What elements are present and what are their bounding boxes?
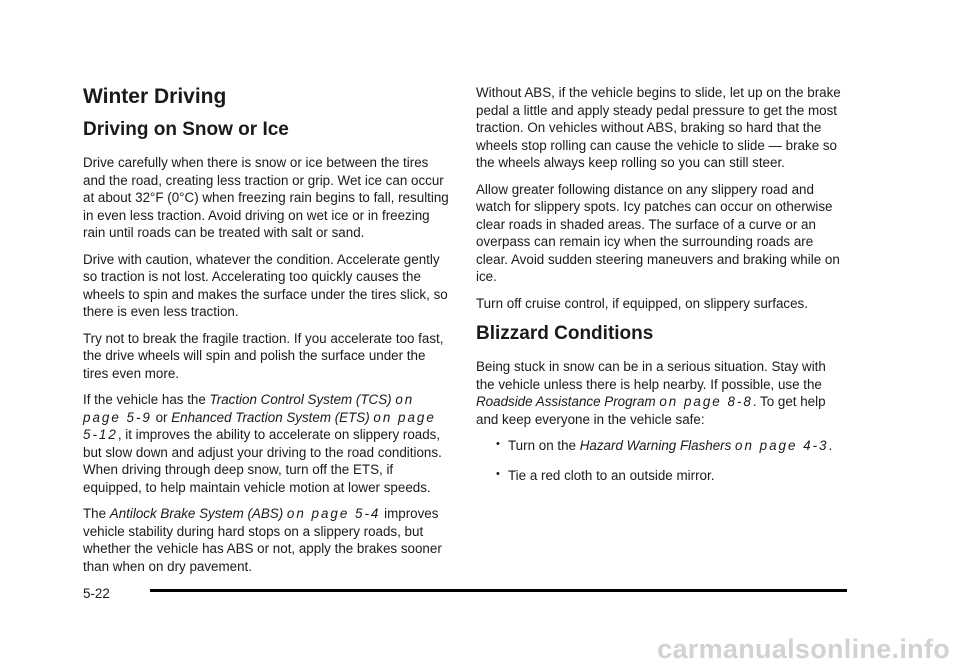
- text: Tie a red cloth to an outside mirror.: [508, 467, 715, 483]
- right-column: [476, 84, 848, 496]
- paragraph-abs: [83, 505, 453, 575]
- text: .: [828, 438, 833, 453]
- section-heading-snow-ice: Driving on Snow or Ice: [83, 119, 289, 140]
- text: Turn on the: [508, 438, 580, 453]
- text: Being stuck in snow can be in a serious situation. Stay with the vehicle unless there is help nearby. If possible, use the: [476, 359, 826, 392]
- text: The: [83, 506, 110, 521]
- left-column: [83, 84, 453, 584]
- text: , it improves the ability to accelerate on slippery roads, but slow down and adjust your driving to the road conditions. When driving through deep snow, turn off the ETS, if equipped, to help maintain vehicle motion at lower speeds.: [83, 427, 442, 495]
- bullet-icon: •: [496, 438, 500, 450]
- paragraph: Turn off cruise control, if equipped, on slippery surfaces.: [476, 295, 808, 311]
- bullet-list: [476, 437, 848, 484]
- paragraph: Drive carefully when there is snow or ice between the tires and the road, creating less traction or grip. Wet ice can occur at about 32°F (0°C) when freezing rain begins to fall, resulting in even less traction. Avoid driving on wet ice or in freezing rain until roads can be treated with salt or sand.: [83, 155, 449, 240]
- page-reference-link[interactable]: on page 4‑3: [735, 438, 829, 453]
- text: . To get help and keep everyone in the vehicle safe:: [476, 394, 826, 427]
- paragraph: Drive with caution, whatever the condition. Accelerate gently so traction is not lost. Accelerating too quickly causes the wheels to spin and makes the surface under the tires slick, so there is even less traction.: [83, 251, 448, 319]
- section-heading-blizzard: Blizzard Conditions: [476, 323, 654, 344]
- list-item: [496, 467, 848, 485]
- page-title: Winter Driving: [83, 85, 227, 108]
- text: If the vehicle has the: [83, 392, 210, 407]
- page-number: 5-22: [83, 586, 110, 601]
- footer-divider: [150, 589, 847, 592]
- text: or: [151, 409, 172, 425]
- paragraph: Allow greater following distance on any slippery road and watch for slippery spots. Icy patches can occur on otherwise clear roads in shaded areas. The surface of a curve or an overpass can remain icy when the surrounding roads are clear. Avoid sudden steering maneuvers and braking while on ice.: [476, 181, 840, 284]
- bullet-icon: •: [496, 467, 500, 480]
- watermark: carmanualsonline.info: [657, 634, 950, 664]
- paragraph: Try not to break the fragile traction. If you accelerate too fast, the drive wheels will spin and polish the surface under the tires even more.: [83, 330, 444, 381]
- cross-reference-link[interactable]: Roadside Assistance Program: [476, 394, 660, 409]
- paragraph: Without ABS, if the vehicle begins to slide, let up on the brake pedal a little and apply steady pedal pressure to get the most traction. On vehicles without ABS, braking so hard that the wheels stop rolling can cause the vehicle to slide — brake so the wheels always keep rolling so you can still steer.: [476, 85, 841, 170]
- text: improves vehicle stability during hard stops on a slippery roads, but whether the vehicle has ABS or not, apply the brakes sooner than when on dry pavement.: [83, 506, 442, 574]
- paragraph-blizzard: [476, 358, 848, 428]
- list-item: [496, 437, 848, 455]
- cross-reference-link[interactable]: Hazard Warning Flashers: [579, 438, 736, 453]
- paragraph-tcs: [83, 391, 453, 496]
- page-reference-link[interactable]: on page 5‑4: [286, 506, 381, 521]
- cross-reference-link[interactable]: Antilock Brake System (ABS): [109, 506, 287, 521]
- cross-reference-link[interactable]: Enhanced Traction System (ETS): [171, 409, 374, 425]
- page-reference-link[interactable]: on page 5‑9: [83, 392, 415, 425]
- page-reference-link[interactable]: on page 8‑8: [659, 394, 753, 409]
- cross-reference-link[interactable]: Traction Control System (TCS): [209, 392, 396, 407]
- page-reference-link[interactable]: on page 5‑12: [83, 409, 436, 442]
